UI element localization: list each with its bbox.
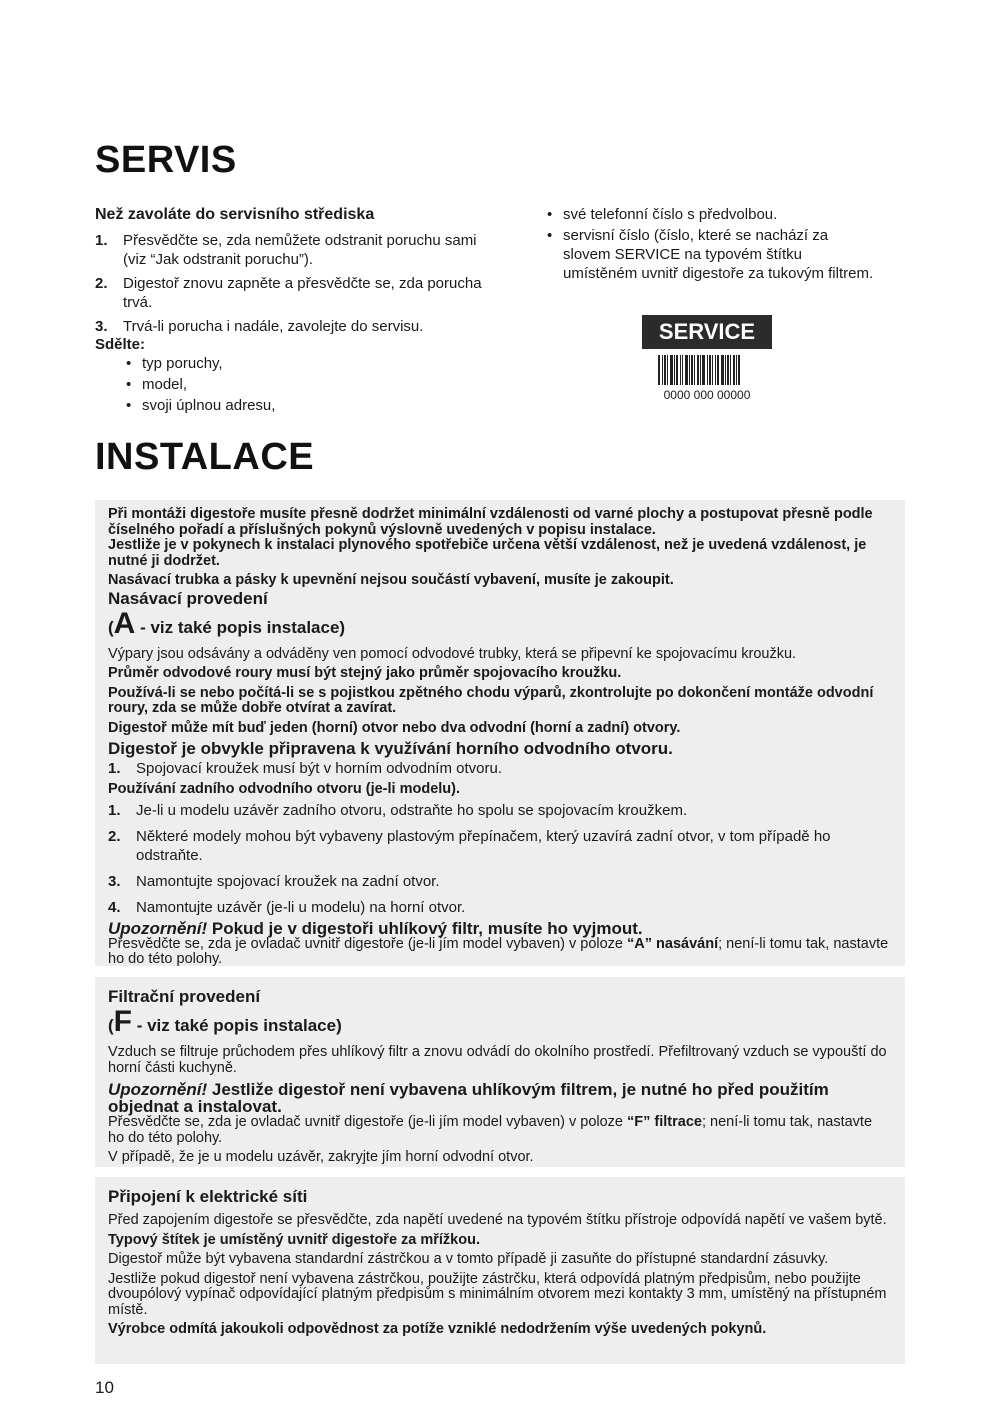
nasavaci-subheading: (A - viz také popis instalace) [108,606,346,640]
intro-text: Nasávací trubka a pásky k upevnění nejsou součástí vybavení, musíte je zakoupit. [108,572,674,588]
filtracni-heading: Filtrační provedení [108,987,261,1006]
elektro-heading: Připojení k elektrické síti [108,1187,308,1206]
service-label [642,315,772,402]
body-text: V případě, že je u modelu uzávěr, zakryjte jím horní odvodní otvor. [108,1149,534,1165]
list-item: • model, [126,376,188,393]
servis-right-list [547,205,877,283]
list-item: • svoji úplnou adresu, [126,397,276,414]
body-text: Přesvědčte se, zda je ovladač uvnitř digestoře (je-li jím model vybaven) v poloze “A” nasávání; není-li tomu tak, nastavte ho do této polohy. [108,935,889,967]
service-label-title: SERVICE [642,315,772,349]
body-text: Jestliže pokud digestoř není vybavena zástrčkou, použijte zástrčku, která odpovídá platným předpisům, nebo použijte dvoupólový vypínač odpovídající platným předpisům s minimálním otvorem mezi kontakty 3 mm, umístěný na přístupném místě. [108,1270,887,1318]
list-item: 2. Některé modely mohou být vybaveny plastovým přepínačem, který uzavírá zadní otvor, v tom případě ho odstraňte. [108,827,831,864]
servis-step: 1. Přesvědčte se, zda nemůžete odstranit poruchu sami (viz “Jak odstranit poruchu”). [95,232,477,268]
top-steps [108,759,892,778]
servis-step: 3. Trvá-li porucha i nadále, zavolejte do servisu. [95,318,424,335]
list-item: • typ poruchy, [126,355,223,372]
rear-heading: Používání zadního odvodního otvoru (je-li modelu). [108,781,461,797]
servis-title: SERVIS [95,139,237,181]
body-text: Výrobce odmítá jakoukoli odpovědnost za potíže vzniklé nedodržením výše uvedených pokynů. [108,1321,767,1337]
body-text: Typový štítek je umístěný uvnitř digestoře za mřížkou. [108,1231,480,1248]
body-text: Používá-li se nebo počítá-li se s pojistkou zpětného chodu výparů, zkontrolujte po dokončení montáže odvodní roury, zda se může dobře otvírat a zavírat. [108,684,874,716]
servis-steps [95,231,490,336]
service-label-number: 0000 000 00000 [663,388,751,402]
barcode-icon [658,355,756,385]
list-item: 1. Je-li u modelu uzávěr zadního otvoru, odstraňte ho spolu se spojovacím kroužkem. [108,801,688,819]
list-item: • své telefonní číslo s předvolbou. [547,206,778,223]
body-text: Vzduch se filtruje průchodem přes uhlíkový filtr a znovu odvádí do okolního prostředí. Přefiltrovaný vzduch se vypouští do horní části kuchyně. [108,1044,887,1076]
body-text: Digestoř může být vybavena standardní zástrčkou a v tomto případě ji zasuňte do přístupné standardní zásuvky. [108,1251,829,1267]
servis-step: 2. Digestoř znovu zapněte a přesvědčte se, zda porucha trvá. [95,275,482,311]
list-item: 4. Namontujte uzávěr (je-li u modelu) na horní otvor. [108,898,466,916]
panel-filtracni [95,977,905,1167]
body-text: Výpary jsou odsávány a odváděny ven pomocí odvodové trubky, která se připevní ke spojovacímu kroužku. [108,645,797,662]
body-heading: Digestoř je obvykle připravena k využívání horního odvodního otvoru. [108,739,673,758]
panel-elektro [95,1177,905,1364]
nasavaci-heading: Nasávací provedení [108,588,268,608]
warning: Upozornění! Jestliže digestoř není vybavena uhlíkovým filtrem, je nutné ho před použitím objednat a instalovat. [108,1080,829,1116]
warning: Upozornění! Pokud je v digestoři uhlíkový filtr, musíte ho vyjmout. [108,918,643,938]
body-text: Digestoř může mít buď jeden (horní) otvor nebo dva odvodní (horní a zadní) otvory. [108,719,681,736]
intro-text: Jestliže je v pokynech k instalaci plynového spotřebiče určena větší vzdálenost, než je uvedená vzdálenost, je nutné ji dodržet. [108,537,867,569]
panel-nasavaci [95,500,905,966]
page-number: 10 [95,1378,114,1397]
filtracni-subheading: (F - viz také popis instalace) [108,1005,342,1038]
body-text: Přesvědčte se, zda je ovladač uvnitř digestoře (je-li jím model vybaven) v poloze “F” filtrace; není-li tomu tak, nastavte ho do této polohy. [108,1114,873,1146]
tell-list [126,354,426,415]
body-text: Průměr odvodové roury musí být stejný jako průměr spojovacího kroužku. [108,665,622,681]
rear-steps [108,801,892,917]
tell-label: Sdělte: [95,336,146,353]
instalace-title: INSTALACE [95,436,315,478]
body-text: Před zapojením digestoře se přesvědčte, zda napětí uvedené na typovém štítku přístroje odpovídá napětí ve vašem bytě. [108,1212,887,1228]
list-item: • servisní číslo (číslo, které se nachází za slovem SERVICE na typovém štítku umístěném uvnitř digestoře za tukovým filtrem. [547,227,874,282]
list-item: 3. Namontujte spojovací kroužek na zadní otvor. [108,872,440,890]
list-item: 1. Spojovací kroužek musí být v horním odvodním otvoru. [108,760,502,777]
intro-text: Při montáži digestoře musíte přesně dodržet minimální vzdálenosti od varné plochy a postupovat přesně podle číselného pořadí a příslušných pokynů výslovně uvedených v popisu instalace. [108,506,873,538]
servis-subtitle: Než zavoláte do servisního střediska [95,206,375,223]
